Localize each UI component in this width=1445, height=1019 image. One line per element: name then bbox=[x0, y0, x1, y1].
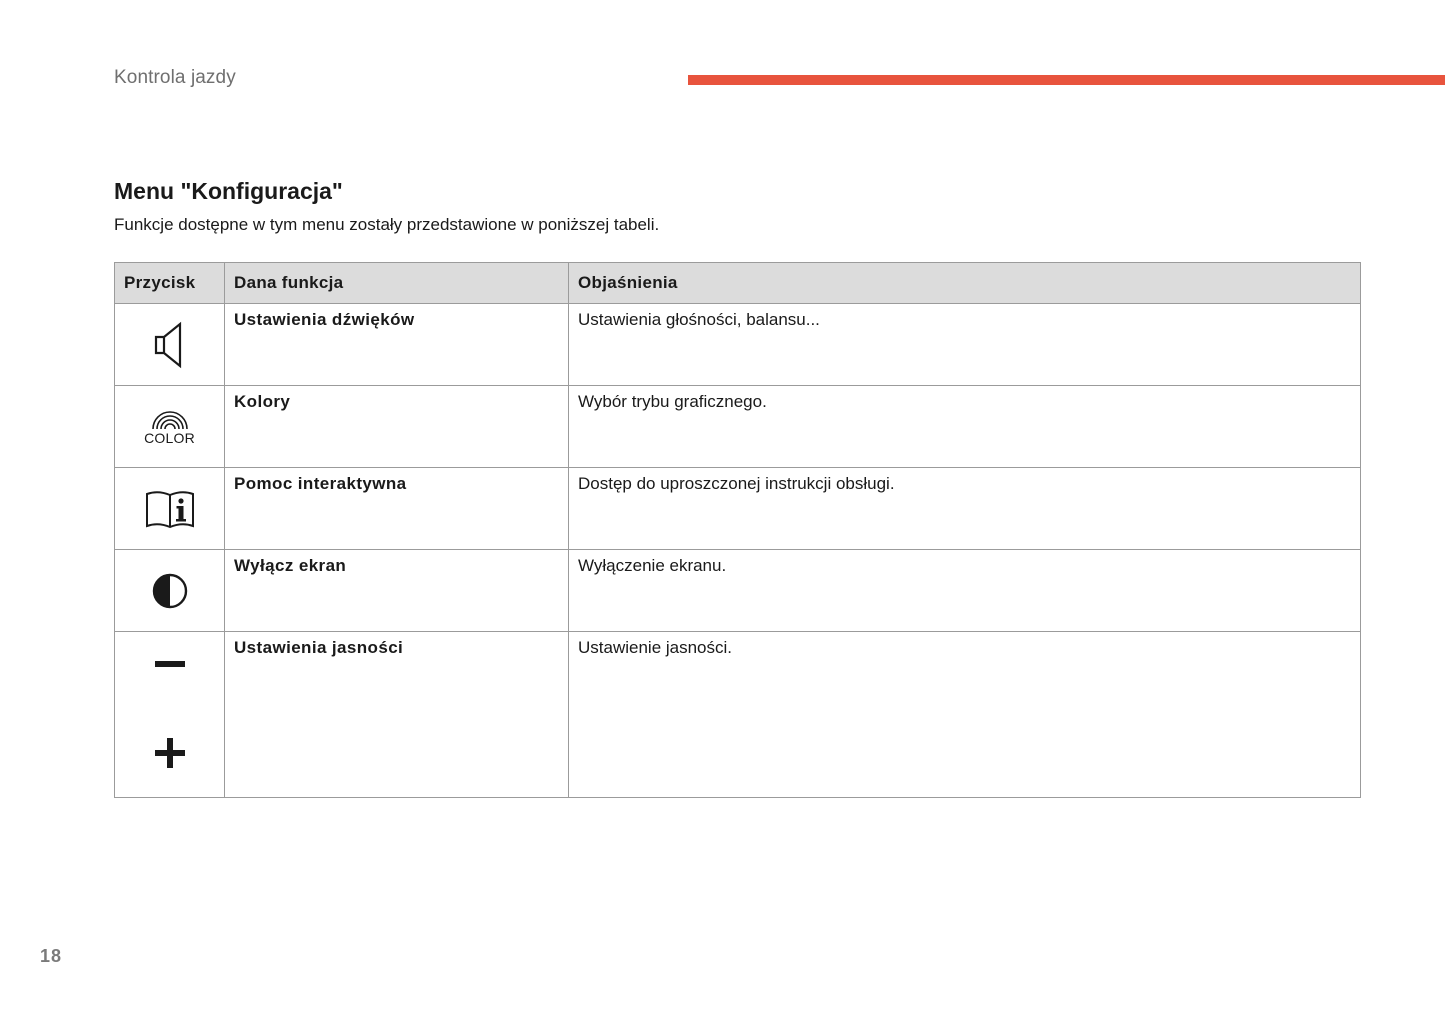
intro-text: Funkcje dostępne w tym menu zostały przedstawione w poniższej tabeli. bbox=[114, 215, 660, 234]
color-icon-label: COLOR bbox=[144, 429, 195, 446]
function-description: Dostęp do uproszczonej instrukcji obsługi. bbox=[569, 468, 1361, 550]
column-header-button: Przycisk bbox=[115, 263, 225, 304]
table-row bbox=[115, 304, 1361, 386]
section-title: Kontrola jazdy bbox=[114, 67, 236, 88]
color-rainbow-icon bbox=[150, 408, 190, 430]
table-row bbox=[115, 550, 1361, 632]
function-name: Pomoc interaktywna bbox=[225, 468, 569, 550]
config-table bbox=[114, 262, 1361, 798]
button-cell bbox=[115, 632, 225, 798]
function-description: Ustawienia głośności, balansu... bbox=[569, 304, 1361, 386]
function-description: Wybór trybu graficznego. bbox=[569, 386, 1361, 468]
function-description: Ustawienie jasności. bbox=[569, 632, 1361, 798]
minus-icon bbox=[154, 660, 186, 668]
table-row bbox=[115, 386, 1361, 468]
info-book-icon bbox=[145, 489, 195, 529]
function-name: Ustawienia jasności bbox=[225, 632, 569, 798]
function-name: Kolory bbox=[225, 386, 569, 468]
table-header-row bbox=[115, 263, 1361, 304]
page-number: 18 bbox=[40, 946, 63, 966]
header-accent-bar bbox=[688, 75, 1445, 85]
speaker-icon bbox=[153, 321, 187, 369]
function-name: Wyłącz ekran bbox=[225, 550, 569, 632]
button-cell bbox=[115, 304, 225, 386]
function-name: Ustawienia dźwięków bbox=[225, 304, 569, 386]
button-cell bbox=[115, 386, 225, 468]
column-header-description: Objaśnienia bbox=[569, 263, 1361, 304]
plus-icon bbox=[154, 737, 186, 769]
column-header-function: Dana funkcja bbox=[225, 263, 569, 304]
table-row bbox=[115, 632, 1361, 798]
half-circle-icon bbox=[151, 572, 189, 610]
button-cell bbox=[115, 468, 225, 550]
page-heading: Menu "Konfiguracja" bbox=[114, 178, 343, 204]
function-description: Wyłączenie ekranu. bbox=[569, 550, 1361, 632]
button-cell bbox=[115, 550, 225, 632]
table-row bbox=[115, 468, 1361, 550]
